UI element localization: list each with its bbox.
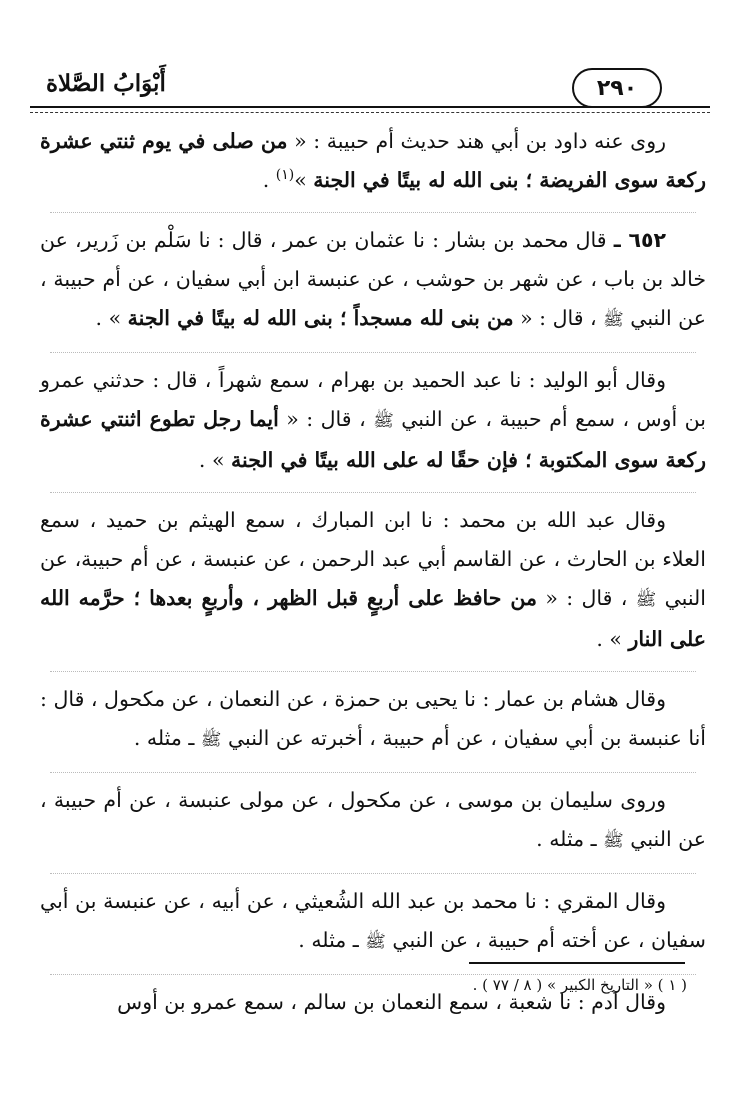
text-run: ، قال : «: [537, 586, 636, 610]
page-number: ٢٩٠: [572, 68, 662, 108]
text-run: روى عنه داود بن أبي هند حديث أم حبيبة : «: [287, 129, 666, 153]
paragraph-separator: [50, 873, 696, 874]
paragraph-separator: [50, 492, 696, 493]
footnote-rule: [469, 962, 685, 964]
salawat-symbol: ﷺ: [365, 932, 386, 952]
text-run: » .: [198, 448, 232, 472]
hadith-text: من بنى لله مسجداً ؛ بنى الله له بيتًا في الجنة: [127, 306, 514, 330]
text-run: وقال أبو الوليد : نا عبد الحميد بن بهرام ، سمع شهراً ، قال : حدثني عمرو بن أوس ، سمع أم حبيبة ، عن النبي: [40, 368, 706, 431]
salawat-symbol: ﷺ: [373, 411, 394, 431]
header-rule: [30, 106, 710, 113]
text-run: »: [294, 168, 314, 192]
paragraph-separator: [50, 212, 696, 213]
hadith-text: من حافظ على أربعٍ قبل الظهر ، وأربعٍ بعدها ؛ حرَّمه الله على النار: [40, 586, 706, 651]
salawat-symbol: ﷺ: [603, 310, 624, 330]
text-run: وقال آدم : نا شعبة ، سمع النعمان بن سالم ، سمع عمرو بن أوس: [117, 990, 666, 1014]
text-run: » .: [95, 306, 128, 330]
paragraph-separator: [50, 772, 696, 773]
hadith-number: ٦٥٢ ـ: [613, 228, 666, 252]
paragraph-separator: [50, 352, 696, 353]
hadith-text: من صلى في يوم ثنتي عشرة ركعة سوى الفريضة ؛ بنى الله له بيتًا في الجنة: [40, 129, 706, 192]
salawat-symbol: ﷺ: [603, 831, 624, 851]
footnote: ( ١ ) « التاريخ الكبير » ( ٨ / ٧٧ ) .: [472, 976, 687, 994]
text-run: وقال عبد الله بن محمد : نا ابن المبارك ، سمع الهيثم بن حميد ، سمع العلاء بن الحارث ، عن القاسم أبي عبد الرحمن ، عن عنبسة ، عن أم حبيبة، عن النبي: [40, 508, 706, 610]
paragraph-p7: [40, 882, 706, 972]
salawat-symbol: ﷺ: [635, 590, 657, 610]
paragraph-p2: [40, 221, 706, 350]
paragraph-p3: [40, 361, 706, 490]
page-header: [46, 62, 662, 106]
text-run: ، قال : «: [278, 407, 374, 431]
text-run: وقال هشام بن عمار : نا يحيى بن حمزة ، عن النعمان ، عن مكحول ، قال : أنا عنبسة بن أبي سفيان ، عن أم حبيبة ، أخبرته عن النبي: [40, 687, 706, 750]
salawat-symbol: ﷺ: [200, 730, 222, 750]
text-run: » .: [596, 627, 629, 651]
text-run: وروى سليمان بن موسى ، عن مكحول ، عن مولى عنبسة ، عن أم حبيبة ، عن النبي: [40, 788, 706, 851]
page-body: [40, 122, 706, 1032]
text-run: .: [262, 168, 276, 192]
footnote-marker: (١): [275, 167, 295, 184]
text-run: وقال المقري : نا محمد بن عبد الله الشُعيثي ، عن أبيه ، عن عنبسة بن أبي سفيان ، عن أخته أم حبيبة ، عن النبي: [40, 889, 706, 952]
text-run: قال محمد بن بشار : نا عثمان بن عمر ، قال : نا سَلْم بن زَرير، عن خالد بن باب ، عن شهر بن حوشب ، عن عنبسة ابن أبي سفيان ، عن أم حبيبة ، عن النبي: [40, 228, 706, 330]
text-run: ـ مثله .: [133, 726, 201, 750]
paragraph-separator: [50, 671, 696, 672]
hadith-text: أيما رجل تطوع اثنتي عشرة ركعة سوى المكتوبة ؛ فإن حقًا له على الله بيتًا في الجنة: [40, 407, 706, 472]
paragraph-p4: [40, 501, 706, 669]
paragraph-p5: [40, 680, 706, 770]
paragraph-p1: [40, 122, 706, 210]
text-run: ، قال : «: [513, 306, 604, 330]
running-title: أَبْوَابُ الصَّلاة: [46, 70, 166, 97]
paragraph-p6: [40, 781, 706, 871]
text-run: ـ مثله .: [536, 827, 604, 851]
text-run: ـ مثله .: [298, 928, 366, 952]
